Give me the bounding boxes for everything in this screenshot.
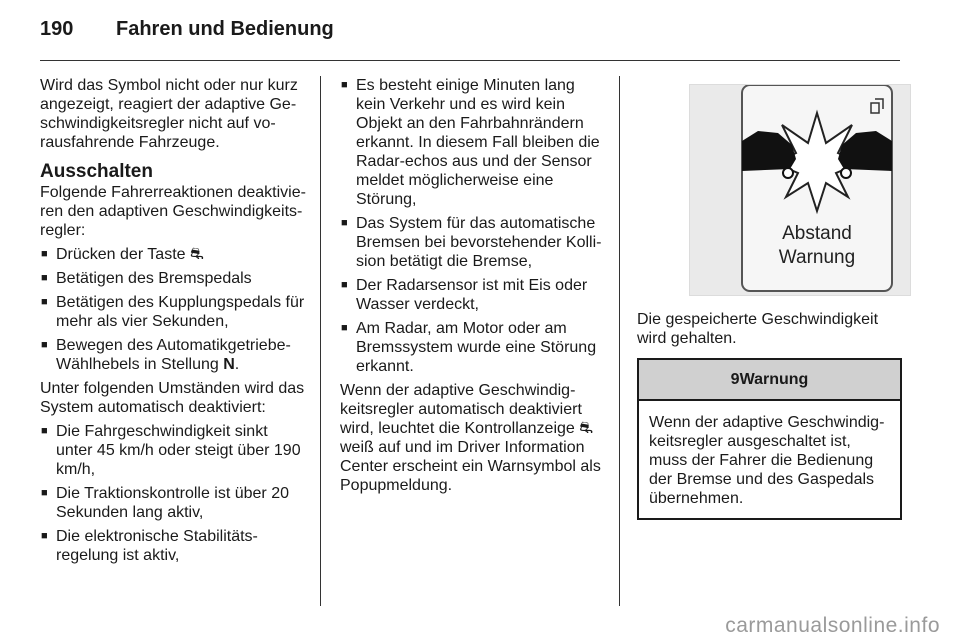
column-divider-2: [619, 76, 620, 606]
list-item: [40, 336, 308, 374]
intro-paragraph: Wird das Symbol nicht oder nur kurz angezeigt, reagiert der adaptive Ge-schwindigkeitsregler nicht auf vo-rausfahrende Fahrzeuge.: [40, 77, 298, 151]
deactivation-list: [40, 245, 308, 374]
warning-box: [637, 358, 902, 520]
page-number: 190: [40, 18, 74, 40]
list-item: ■ Betätigen des Bremspedals: [40, 269, 308, 288]
list-item: ■ Die Traktionskontrolle ist über 20 Sekunden lang aktiv,: [40, 484, 308, 522]
car-right-wheel: [841, 168, 851, 178]
gear-letter: N: [223, 356, 235, 373]
warning-body: Wenn der adaptive Geschwindig-keitsregler ausgeschaltet ist, muss der Fahrer die Bedienung der Bremse und des Gaspedals übernehmen.: [649, 414, 885, 507]
list-item: ■ Drücken der Taste ⛐: [40, 245, 308, 264]
column-1: [40, 76, 308, 570]
closing-paragraph: Wenn der adaptive Geschwindig-keitsregler automatisch deaktiviert wird, leuchtet die Kontrollanzeige ⛐ weiß auf und im Driver Information Center erscheint ein Warnsymbol als Popupmeldung.: [340, 382, 601, 494]
warning-header: [639, 360, 900, 401]
warning-triangle-icon: 9: [730, 371, 740, 388]
list-item: ■ Betätigen des Kupplungspedals für mehr als vier Sekunden,: [40, 293, 308, 331]
list-item: ■ Am Radar, am Motor oder am Bremssystem wurde eine Störung erkannt.: [340, 319, 608, 376]
list-item: ■ Der Radarsensor ist mit Eis oder Wasser verdeckt,: [340, 276, 608, 314]
list-item: ■ Die Fahrgeschwindigkeit sinkt unter 45 km/h oder steigt über 190 km/h,: [40, 422, 308, 479]
list-item-text: Bewegen des Automatikgetriebe-Wählhebels in Stellung: [56, 337, 291, 373]
watermark: carmanualsonline.info: [725, 614, 940, 637]
figure-line-2: Warnung: [778, 247, 856, 268]
conditions-list: [40, 422, 308, 565]
conditions-lead: Unter folgenden Umständen wird das System automatisch deaktiviert:: [40, 380, 305, 416]
header-rule: [40, 60, 900, 61]
list-item: ■ Das System für das automatische Bremsen bei bevorstehender Kolli-sion betätigt die Bremse,: [340, 214, 608, 271]
lead-paragraph: Folgende Fahrerreaktionen deaktivie-ren den adaptiven Geschwindigkeits-regler:: [40, 184, 306, 239]
distance-warning-illustration: [690, 85, 910, 295]
list-item: ■ Es besteht einige Minuten lang kein Verkehr und es wird kein Objekt an den Fahrbahnrändern erkannt. In diesem Fall bleiben die Radar-echos aus und der Sensor meldet möglicherweise eine Störung,: [340, 76, 608, 209]
section-heading: Ausschalten: [40, 161, 153, 182]
list-item-end: .: [234, 356, 240, 373]
car-left-wheel: [783, 168, 793, 178]
column-3: [637, 76, 902, 520]
page-title: Fahren und Bedienung: [116, 18, 334, 40]
conditions-list-continued: [340, 76, 608, 376]
column-2: [340, 76, 608, 495]
distance-warning-figure: [689, 84, 911, 296]
warning-title: Warnung: [739, 371, 809, 388]
list-item: ■ Die elektronische Stabilitäts-regelung ist aktiv,: [40, 527, 308, 565]
figure-caption: Die gespeicherte Geschwindigkeit wird gehalten.: [637, 311, 879, 347]
column-divider-1: [320, 76, 321, 606]
figure-line-1: Abstand: [782, 223, 852, 244]
